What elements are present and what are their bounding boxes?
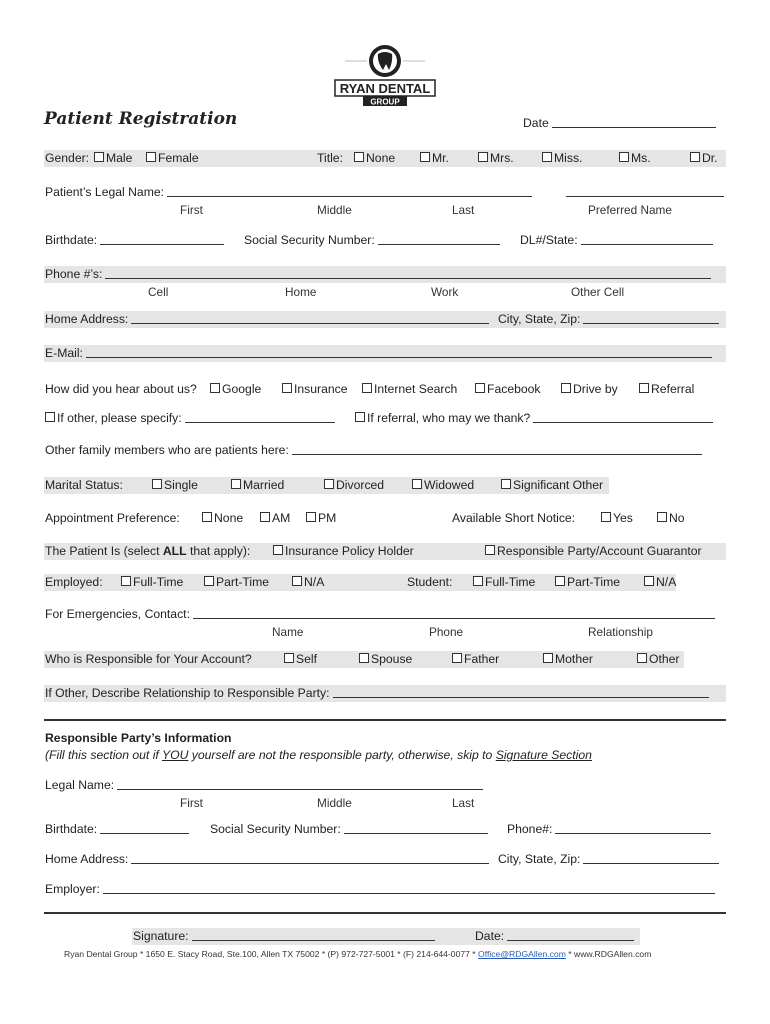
describe-relationship-field[interactable]: If Other, Describe Relationship to Responsible Party: xyxy=(45,686,709,701)
responsible-spouse-checkbox[interactable]: Spouse xyxy=(359,652,412,667)
title-none-checkbox[interactable]: None xyxy=(354,151,395,166)
marital-divorced-checkbox[interactable]: Divorced xyxy=(324,478,384,493)
rp-first-caption: First xyxy=(180,796,203,810)
title-miss-checkbox[interactable]: Miss. xyxy=(542,151,582,166)
student-fulltime-checkbox[interactable]: Full-Time xyxy=(473,575,535,590)
phone-field[interactable]: Phone #’s: xyxy=(45,267,711,282)
hear-label: How did you hear about us? xyxy=(45,382,197,396)
short-notice-no-checkbox[interactable]: No xyxy=(657,511,685,526)
rp-city-state-zip-field[interactable]: City, State, Zip: xyxy=(498,852,719,867)
city-state-zip-field[interactable]: City, State, Zip: xyxy=(498,312,719,327)
rp-phone-field[interactable]: Phone#: xyxy=(507,822,711,837)
date-field[interactable] xyxy=(523,116,716,131)
preferred-caption: Preferred Name xyxy=(588,203,672,217)
hear-facebook-checkbox[interactable]: Facebook xyxy=(475,382,541,397)
form-title: Patient Registration xyxy=(44,109,238,129)
marital-single-checkbox[interactable]: Single xyxy=(152,478,198,493)
policy-holder-checkbox[interactable]: Insurance Policy Holder xyxy=(273,544,414,559)
student-label: Student: xyxy=(407,575,453,589)
signature-field[interactable]: Signature: xyxy=(133,929,435,944)
marital-label: Marital Status: xyxy=(45,478,123,492)
gender-male-checkbox[interactable]: Male xyxy=(94,151,132,166)
appt-pm-checkbox[interactable]: PM xyxy=(306,511,336,526)
rp-home-address-field[interactable]: Home Address: xyxy=(45,852,489,867)
responsible-self-checkbox[interactable]: Self xyxy=(284,652,317,667)
rp-employer-field[interactable]: Employer: xyxy=(45,882,715,897)
title-mr-checkbox[interactable]: Mr. xyxy=(420,151,449,166)
hear-google-checkbox[interactable]: Google xyxy=(210,382,261,397)
rp-legal-name-field[interactable]: Legal Name: xyxy=(45,778,483,793)
footer-info: Ryan Dental Group * 1650 E. Stacy Road, Ste.100, Allen TX 75002 * (P) 972-727-5001 * (F) 214-644-0077 * Office@RDGAllen.com * www.RDGAllen.com xyxy=(64,949,652,959)
rp-note: (Fill this section out if YOU yourself are not the responsible party, otherwise, skip to Signature Section xyxy=(45,748,592,762)
last-caption: Last xyxy=(452,203,475,217)
hear-driveby-checkbox[interactable]: Drive by xyxy=(561,382,618,397)
hear-internet-checkbox[interactable]: Internet Search xyxy=(362,382,457,397)
first-caption: First xyxy=(180,203,203,217)
email-field[interactable]: E-Mail: xyxy=(45,346,712,361)
family-members-field[interactable]: Other family members who are patients here: xyxy=(45,443,702,458)
title-mrs-checkbox[interactable]: Mrs. xyxy=(478,151,514,166)
rp-ssn-field[interactable]: Social Security Number: xyxy=(210,822,488,837)
home-address-field[interactable]: Home Address: xyxy=(45,312,489,327)
appt-label: Appointment Preference: xyxy=(45,511,180,525)
date-label: Date xyxy=(523,116,549,130)
rp-birthdate-field[interactable]: Birthdate: xyxy=(45,822,189,837)
other-cell-caption: Other Cell xyxy=(571,285,625,299)
middle-caption: Middle xyxy=(317,203,352,217)
appt-none-checkbox[interactable]: None xyxy=(202,511,243,526)
signature-date-field[interactable]: Date: xyxy=(475,929,634,944)
svg-text:RYAN DENTAL: RYAN DENTAL xyxy=(339,81,431,96)
employed-parttime-checkbox[interactable]: Part-Time xyxy=(204,575,269,590)
short-notice-yes-checkbox[interactable]: Yes xyxy=(601,511,633,526)
responsible-mother-checkbox[interactable]: Mother xyxy=(543,652,593,667)
emergency-phone-caption: Phone xyxy=(429,625,464,639)
responsible-father-checkbox[interactable]: Father xyxy=(452,652,499,667)
marital-significant-checkbox[interactable]: Significant Other xyxy=(501,478,603,493)
gender-label: Gender: xyxy=(45,151,90,165)
rp-middle-caption: Middle xyxy=(317,796,352,810)
svg-text:GROUP: GROUP xyxy=(370,97,400,107)
short-notice-label: Available Short Notice: xyxy=(452,511,576,525)
responsible-label: Who is Responsible for Your Account? xyxy=(45,652,252,666)
ssn-field[interactable]: Social Security Number: xyxy=(244,233,500,248)
emergency-name-caption: Name xyxy=(272,625,304,639)
emergency-relationship-caption: Relationship xyxy=(588,625,653,639)
patient-is-label: The Patient Is (select ALL that apply): xyxy=(45,544,251,558)
rp-last-caption: Last xyxy=(452,796,475,810)
referral-thank-field[interactable]: If referral, who may we thank? xyxy=(355,411,713,426)
marital-widowed-checkbox[interactable]: Widowed xyxy=(412,478,474,493)
title-label: Title: xyxy=(317,151,343,165)
appt-am-checkbox[interactable]: AM xyxy=(260,511,290,526)
other-specify-field[interactable]: If other, please specify: xyxy=(45,411,335,426)
guarantor-checkbox[interactable]: Responsible Party/Account Guarantor xyxy=(485,544,702,559)
cell-caption: Cell xyxy=(148,285,169,299)
emergency-contact-field[interactable]: For Emergencies, Contact: xyxy=(45,607,715,622)
signature-section-link[interactable]: Signature Section xyxy=(495,748,592,762)
legal-name-field[interactable]: Patient’s Legal Name: xyxy=(45,185,532,200)
hear-referral-checkbox[interactable]: Referral xyxy=(639,382,694,397)
employed-na-checkbox[interactable]: N/A xyxy=(292,575,324,590)
hear-insurance-checkbox[interactable]: Insurance xyxy=(282,382,348,397)
responsible-other-checkbox[interactable]: Other xyxy=(637,652,679,667)
company-logo xyxy=(325,44,445,108)
signature-divider xyxy=(44,912,726,914)
work-caption: Work xyxy=(431,285,459,299)
employed-fulltime-checkbox[interactable]: Full-Time xyxy=(121,575,183,590)
student-na-checkbox[interactable]: N/A xyxy=(644,575,676,590)
section-divider xyxy=(44,719,726,721)
marital-married-checkbox[interactable]: Married xyxy=(231,478,284,493)
preferred-name-field[interactable] xyxy=(563,185,724,200)
office-email-link[interactable]: Office@RDGAllen.com xyxy=(478,949,566,959)
gender-female-checkbox[interactable]: Female xyxy=(146,151,199,166)
home-caption: Home xyxy=(285,285,317,299)
employed-label: Employed: xyxy=(45,575,103,589)
student-parttime-checkbox[interactable]: Part-Time xyxy=(555,575,620,590)
rp-heading: Responsible Party’s Information xyxy=(45,731,232,745)
birthdate-field[interactable]: Birthdate: xyxy=(45,233,224,248)
title-dr-checkbox[interactable]: Dr. xyxy=(690,151,718,166)
dl-field[interactable]: DL#/State: xyxy=(520,233,713,248)
title-ms-checkbox[interactable]: Ms. xyxy=(619,151,651,166)
